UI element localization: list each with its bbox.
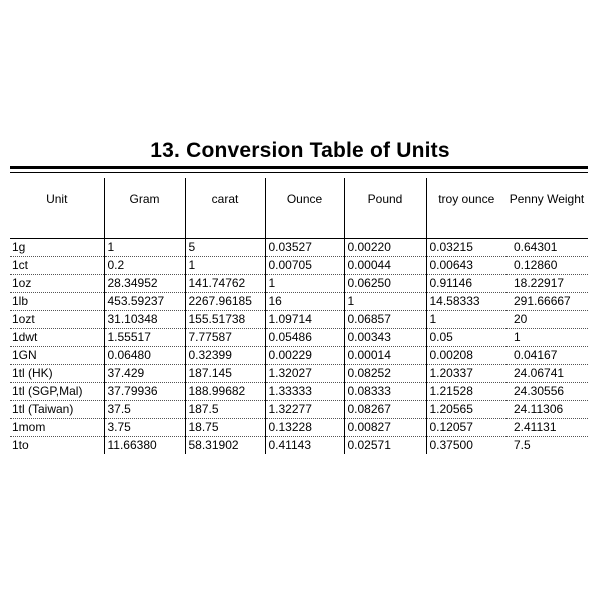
table-cell: 1 [185,257,265,275]
table-cell: 453.59237 [104,293,185,311]
table-cell: 2267.96185 [185,293,265,311]
column-header-ounce: Ounce [265,178,344,239]
table-cell: 0.00220 [344,239,426,257]
table-cell: 0.13228 [265,419,344,437]
table-cell: 0.06250 [344,275,426,293]
table-cell: 24.30556 [506,383,588,401]
table-cell: 1GN [10,347,104,365]
column-header-gram: Gram [104,178,185,239]
table-cell: 1ct [10,257,104,275]
table-row [10,383,588,401]
table-cell: 18.22917 [506,275,588,293]
title-rule-thick [10,166,588,169]
table-cell: 188.99682 [185,383,265,401]
table-row [10,437,588,455]
table-cell: 141.74762 [185,275,265,293]
table-cell: 24.11306 [506,401,588,419]
table-cell: 0.41143 [265,437,344,455]
table-cell: 0.08252 [344,365,426,383]
table-cell: 1.32027 [265,365,344,383]
table-cell: 0.04167 [506,347,588,365]
table-cell: 0.06480 [104,347,185,365]
table-cell: 7.77587 [185,329,265,347]
table-cell: 37.79936 [104,383,185,401]
table-cell: 1 [104,239,185,257]
table-cell: 5 [185,239,265,257]
table-cell: 1g [10,239,104,257]
table-cell: 0.02571 [344,437,426,455]
table-cell: 1.32277 [265,401,344,419]
table-cell: 0.08267 [344,401,426,419]
table-cell: 0.06857 [344,311,426,329]
table-cell: 7.5 [514,438,531,452]
table-row [10,401,588,419]
table-row [10,293,588,311]
page-title: 13. Conversion Table of Units [150,139,450,162]
table-cell: 14.58333 [426,293,506,311]
table-cell: 1 [344,293,426,311]
table-cell: 0.12057 [426,419,506,437]
table-body [10,239,588,455]
column-header-carat: carat [185,178,265,239]
table-cell: 20 [506,311,588,329]
table-cell: 1.20337 [426,365,506,383]
table-cell: 0.00343 [344,329,426,347]
table-cell: 0.32399 [185,347,265,365]
table-cell: 0.64301 [506,239,588,257]
table-row [10,239,588,257]
table-cell: 37.5 [104,401,185,419]
table-cell: 0.03527 [265,239,344,257]
table-row [10,257,588,275]
table-row [10,347,588,365]
table-cell: 58.31902 [185,437,265,455]
table-cell: 187.5 [185,401,265,419]
title-rule-thin [10,172,588,173]
table-cell: 1ozt [10,311,104,329]
table-cell: 2.41131 [506,419,588,437]
table-cell: 11.66380 [104,437,185,455]
table-cell: 0.05 [426,329,506,347]
table-cell: 24.06741 [506,365,588,383]
table-cell: 0.00827 [344,419,426,437]
table-cell: 3.75 [104,419,185,437]
table-cell: 1mom [10,419,104,437]
table-cell: 1lb [10,293,104,311]
table-row [10,419,588,437]
table-row [10,329,588,347]
table-row [10,275,588,293]
table-cell: 0.00014 [344,347,426,365]
table-cell: 0.00044 [344,257,426,275]
table-cell: 37.429 [104,365,185,383]
table-cell: 0.12860 [506,257,588,275]
table-cell: 291.66667 [506,293,588,311]
table-cell: 0.00229 [265,347,344,365]
table-cell: 1.09714 [265,311,344,329]
table-cell: 1 [426,311,506,329]
table-cell: 1.33333 [265,383,344,401]
table-cell: 1tl (SGP,Mal) [10,383,104,401]
table-cell: 0.05486 [265,329,344,347]
table-cell: 1.21528 [426,383,506,401]
table-row [10,365,588,383]
table-cell: 0.03215 [426,239,506,257]
table-cell: 1 [506,329,588,347]
table-cell: 1 [265,275,344,293]
table-cell: 1tl (HK) [10,365,104,383]
table-cell: 0.00643 [426,257,506,275]
column-header-penny-weight: Penny Weight [506,178,588,239]
column-header-pound: Pound [344,178,426,239]
table-cell: 0.2 [104,257,185,275]
table-cell: 16 [265,293,344,311]
table-cell: 0.00208 [426,347,506,365]
table-cell: 28.34952 [104,275,185,293]
table-cell: 0.37500 [426,437,506,455]
table-cell: 0.08333 [344,383,426,401]
table-cell: 1oz [10,275,104,293]
table-cell: 1.20565 [426,401,506,419]
table-row [10,311,588,329]
table-cell: 155.51738 [185,311,265,329]
table-cell: 0.00705 [265,257,344,275]
column-header-unit: Unit [10,178,104,239]
table-header-row [10,178,588,239]
table-cell: 1tl (Taiwan) [10,401,104,419]
table-cell: 1to [12,438,29,452]
table-cell: 1dwt [10,329,104,347]
conversion-table [10,178,588,454]
table-cell: 1.55517 [104,329,185,347]
table-cell: 18.75 [185,419,265,437]
table-cell: 0.91146 [426,275,506,293]
table-cell: 31.10348 [104,311,185,329]
table-cell: 187.145 [185,365,265,383]
column-header-troy-ounce: troy ounce [426,178,506,239]
